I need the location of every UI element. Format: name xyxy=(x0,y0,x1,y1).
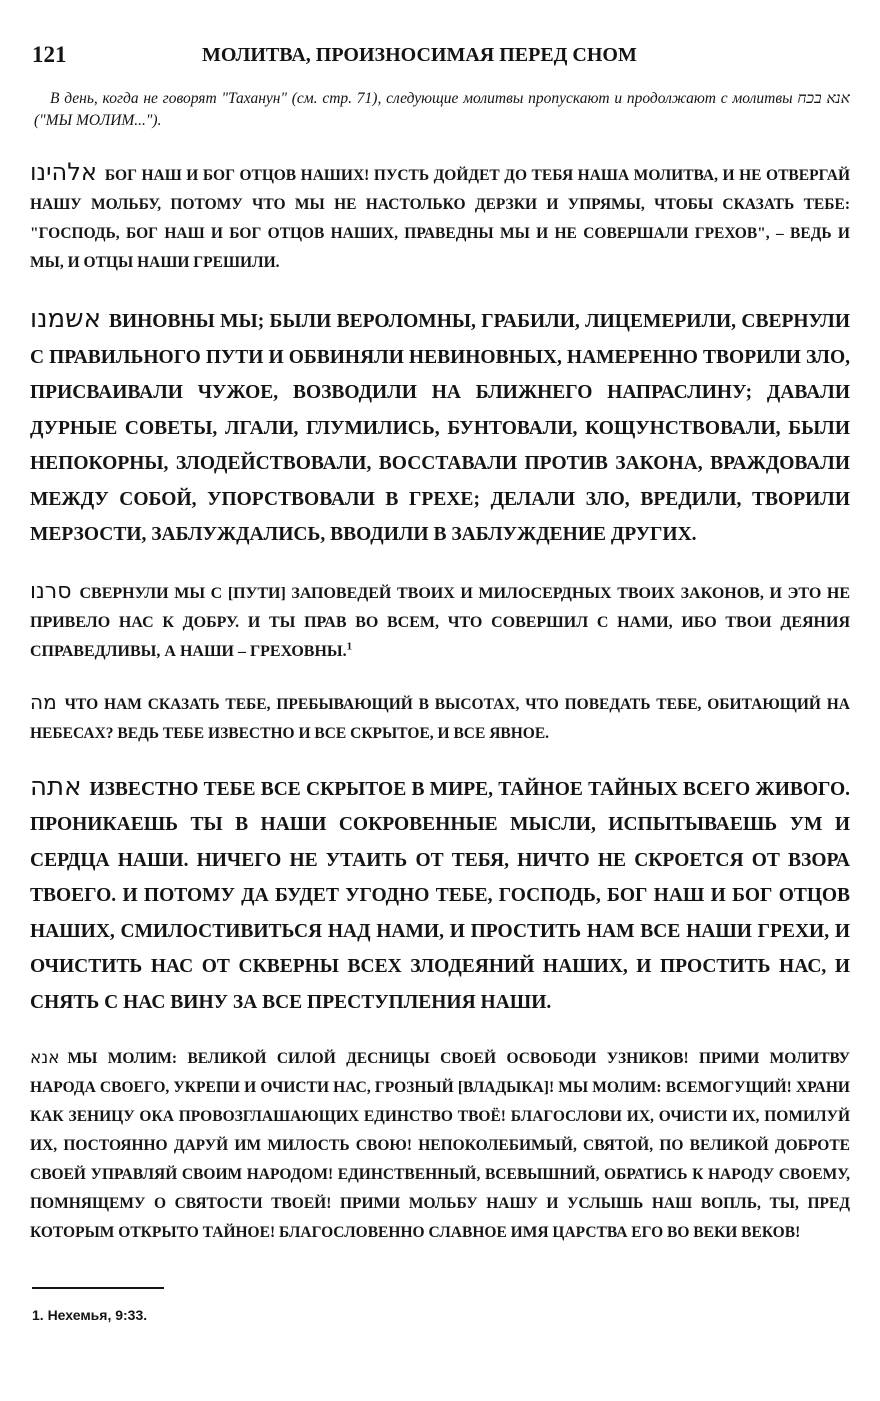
paragraph-text: БОГ НАШ И БОГ ОТЦОВ НАШИХ! ПУСТЬ ДОЙДЕТ ДО ТЕБЯ НАША МОЛИТВА, И НЕ ОТВЕРГАЙ НАШУ МОЛЬБУ, ПОТОМУ ЧТО МЫ НЕ НАСТОЛЬКО ДЕРЗКИ И УПРЯМЫ, ЧТОБЫ СКАЗАТЬ ТЕБЕ: "ГОСПОДЬ, БОГ НАШ И БОГ ОТЦОВ НАШИХ, ПРАВЕДНЫ МЫ И НЕ СОВЕРШАЛИ ГРЕХОВ", – ВЕДЬ И МЫ, И ОТЦЫ НАШИ ГРЕШИЛИ. xyxy=(30,167,850,271)
hebrew-lead-word: אתה xyxy=(30,771,82,802)
prayer-paragraph-ata xyxy=(30,770,850,1021)
page-title: МОЛИТВА, ПРОИЗНОСИМАЯ ПЕРЕД СНОМ xyxy=(202,44,637,66)
hebrew-lead-word: אנא xyxy=(30,1048,60,1068)
hebrew-lead-word: אשמנו xyxy=(30,304,101,334)
paragraph-text: МЫ МОЛИМ: ВЕЛИКОЙ СИЛОЙ ДЕСНИЦЫ СВОЕЙ ОСВОБОДИ УЗНИКОВ! ПРИМИ МОЛИТВУ НАРОДА СВОЕГО, УКРЕПИ И ОЧИСТИ НАС, ГРОЗНЫЙ [ВЛАДЫКА]! МЫ МОЛИМ: ВСЕМОГУЩИЙ! ХРАНИ КАК ЗЕНИЦУ ОКА ПРОВОЗГЛАШАЮЩИХ ЕДИНСТВО ТВОЁ! БЛАГОСЛОВИ ИХ, ОЧИСТИ ИХ, ПОМИЛУЙ ИХ, ПОСТОЯННО ДАРУЙ ИМ МИЛОСТЬ СВОЮ! НЕПОКОЛЕБИМЫЙ, СВЯТОЙ, ПО ВЕЛИКОЙ ДОБРОТЕ СВОЕЙ УПРАВЛЯЙ СВОИМ НАРОДОМ! ЕДИНСТВЕННЫЙ, ВСЕВЫШНИЙ, ОБРАТИСЬ К НАРОДУ СВОЕМУ, ПОМНЯЩЕМУ О СВЯТОСТИ ТВОЕЙ! ПРИМИ МОЛЬБУ НАШУ И УСЛЫШЬ НАШ ВОПЛЬ, ТЫ, ПРЕД КОТОРЫМ ОТКРЫТО ТАЙНОЕ! БЛАГОСЛОВЕННО СЛАВНОЕ ИМЯ ЦАРСТВА ЕГО ВО ВЕКИ ВЕКОВ! xyxy=(30,1050,850,1241)
page-header xyxy=(30,38,850,78)
paragraph-text: ЧТО НАМ СКАЗАТЬ ТЕБЕ, ПРЕБЫВАЮЩИЙ В ВЫСОТАХ, ЧТО ПОВЕДАТЬ ТЕБЕ, ОБИТАЮЩИЙ НА НЕБЕСАХ? ВЕДЬ ТЕБЕ ИЗВЕСТНО И ВСЕ СКРЫТОЕ, И ВСЕ ЯВНОЕ. xyxy=(30,695,850,742)
page-number: 121 xyxy=(32,42,67,67)
prayer-paragraph-ma xyxy=(30,688,850,748)
footnote: 1. Нехемья, 9:33. xyxy=(32,1307,148,1323)
paragraph-text: СВЕРНУЛИ МЫ С [ПУТИ] ЗАПОВЕДЕЙ ТВОИХ И МИЛОСЕРДНЫХ ТВОИХ ЗАКОНОВ, И ЭТО НЕ ПРИВЕЛО НАС К ДОБРУ. И ТЫ ПРАВ ВО ВСЕМ, ЧТО СОВЕРШИЛ С НАМИ, ИБО ТВОИ ДЕЯНИЯ СПРАВЕДЛИВЫ, А НАШИ – ГРЕХОВНЫ. xyxy=(30,584,850,660)
prayer-paragraph-ana xyxy=(30,1044,850,1247)
footnote-divider xyxy=(32,1287,164,1289)
paragraph-text: ВИНОВНЫ МЫ; БЫЛИ ВЕРОЛОМНЫ, ГРАБИЛИ, ЛИЦЕМЕРИЛИ, СВЕРНУЛИ С ПРАВИЛЬНОГО ПУТИ И ОБВИНЯЛИ НЕВИНОВНЫХ, НАМЕРЕННО ТВОРИЛИ ЗЛО, ПРИСВАИВАЛИ ЧУЖОЕ, ВОЗВОДИЛИ НА БЛИЖНЕГО НАПРАСЛИНУ; ДАВАЛИ ДУРНЫЕ СОВЕТЫ, ЛГАЛИ, ГЛУМИЛИСЬ, БУНТОВАЛИ, КОЩУНСТВОВАЛИ, БЫЛИ НЕПОКОРНЫ, ЗЛОДЕЙСТВОВАЛИ, ВОССТАВАЛИ ПРОТИВ ЗАКОНА, ВРАЖДОВАЛИ МЕЖДУ СОБОЙ, УПОРСТВОВАЛИ В ГРЕХЕ; ДЕЛАЛИ ЗЛО, ВРЕДИЛИ, ТВОРИЛИ МЕРЗОСТИ, ЗАБЛУЖДАЛИСЬ, ВВОДИЛИ В ЗАБЛУЖДЕНИЕ ДРУГИХ. xyxy=(30,311,850,545)
paragraph-text: ИЗВЕСТНО ТЕБЕ ВСЕ СКРЫТОЕ В МИРЕ, ТАЙНОЕ ТАЙНЫХ ВСЕГО ЖИВОГО. ПРОНИКАЕШЬ ТЫ В НАШИ СОКРОВЕННЫЕ МЫСЛИ, ИСПЫТЫВАЕШЬ УМ И СЕРДЦА НАШИ. НИЧЕГО НЕ УТАИТЬ ОТ ТЕБЯ, НИЧТО НЕ СКРОЕТСЯ ОТ ВЗОРА ТВОЕГО. И ПОТОМУ ДА БУДЕТ УГОДНО ТЕБЕ, ГОСПОДЬ, БОГ НАШ И БОГ ОТЦОВ НАШИХ, СМИЛОСТИВИТЬСЯ НАД НАМИ, И ПРОСТИТЬ НАМ ВСЕ НАШИ ГРЕХИ, И ОЧИСТИТЬ НАС ОТ СКВЕРНЫ ВСЕХ ЗЛОДЕЯНИЙ НАШИХ, И ПРОСТИТЬ НАС, И СНЯТЬ С НАС ВИНУ ЗА ВСЕ ПРЕСТУПЛЕНИЯ НАШИ. xyxy=(30,778,850,1013)
instruction-note: В день, когда не говорят "Таханун" (см. стр. 71), следующие молитвы пропускают и продолжают с молитвы אנא בכח ("МЫ МОЛИМ..."). xyxy=(34,90,850,129)
hebrew-lead-word: מה xyxy=(30,689,57,714)
prayer-paragraph-eloheinu xyxy=(30,158,850,277)
prayer-paragraph-ashamnu xyxy=(30,302,850,553)
footnote-mark: 1 xyxy=(346,640,353,653)
prayer-paragraph-sarnu xyxy=(30,577,850,666)
hebrew-lead-word: אלהינו xyxy=(30,158,97,186)
hebrew-lead-word: סרנו xyxy=(30,578,72,604)
document-page xyxy=(30,38,850,1323)
